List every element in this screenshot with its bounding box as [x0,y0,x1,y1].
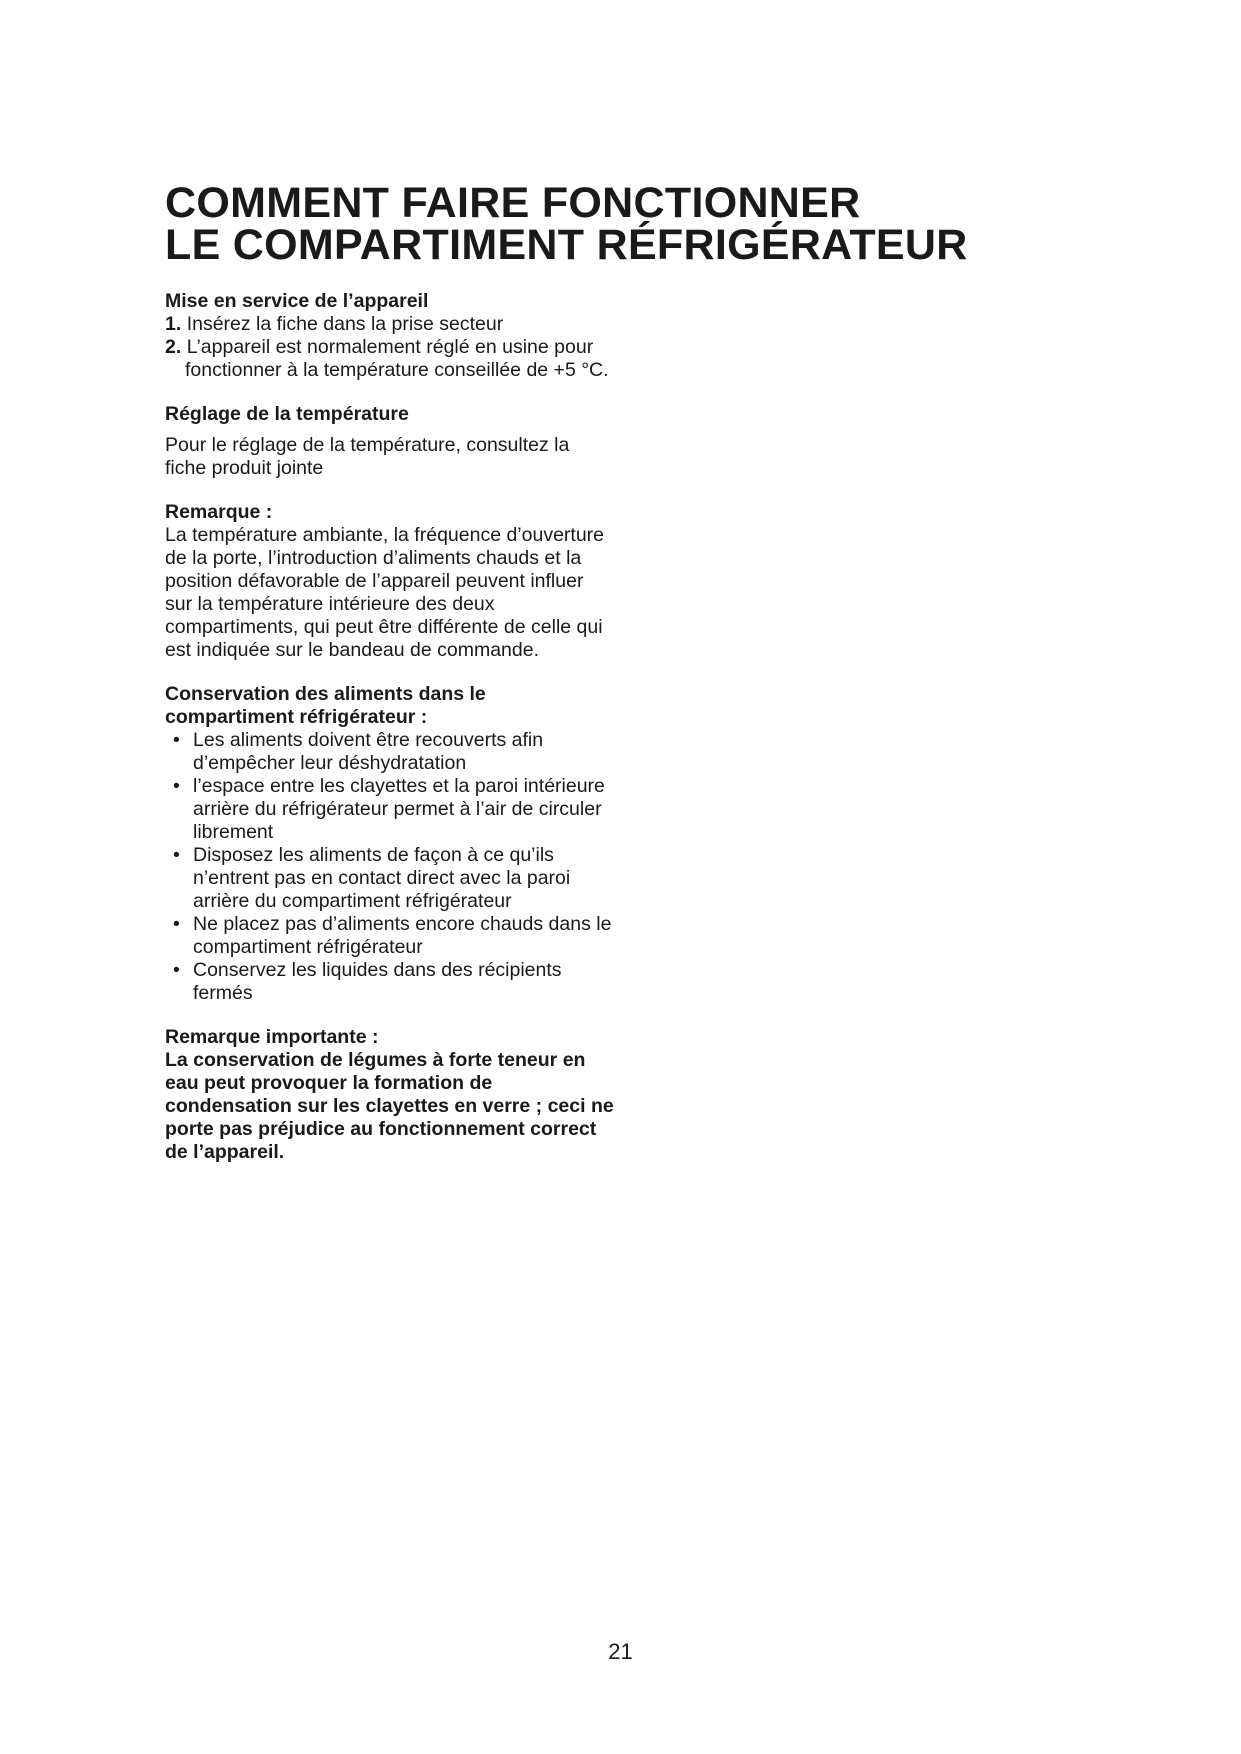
list-item [165,775,615,844]
step-text: Insérez la fiche dans la prise secteur [186,313,504,335]
bullet-icon: • [173,959,180,981]
bullet-icon: • [173,913,180,935]
list-item [165,844,615,913]
section-heading: Remarque importante : [165,1026,379,1048]
page-title-line-1: COMMENT FAIRE FONCTIONNER [165,179,861,227]
page-title-line-2: LE COMPARTIMENT RÉFRIGÉRATEUR [165,221,968,269]
main-content [165,290,615,1185]
step-item [165,336,615,382]
section-heading: Mise en service de l’appareil [165,290,429,312]
list-item [165,913,615,959]
list-item-text: Les aliments doivent être recouverts afin d’empêcher leur déshydratation [193,729,544,774]
list-item-text: l’espace entre les clayettes et la paroi intérieure arrière du réfrigérateur permet à l’air de circuler librement [193,775,605,843]
section-mise-en-service [165,290,615,382]
section-text: La température ambiante, la fréquence d’ouverture de la porte, l’introduction d’aliments chauds et la position défavorable de l’appareil peuvent influer sur la température intérieure des deux compartiments, qui peut être différente de celle qui est indiquée sur le bandeau de commande. [165,524,605,661]
step-number: 2. [165,336,182,358]
steps-list [165,313,615,382]
page-number: 21 [608,1639,633,1664]
list-item-text: Conservez les liquides dans des récipients fermés [193,959,562,1004]
list-item [165,959,615,1005]
bullet-list [165,729,615,1005]
list-item-text: Disposez les aliments de façon à ce qu’ils n’entrent pas en contact direct avec la paroi arrière du compartiment réfrigérateur [193,844,571,912]
section-text: Pour le réglage de la température, consultez la fiche produit jointe [165,434,570,479]
list-item [165,729,615,775]
section-remarque [165,501,615,662]
section-text-important: La conservation de légumes à forte teneur en eau peut provoquer la formation de condensation sur les clayettes en verre ; ceci ne porte pas préjudice au fonctionnement correct de l’appareil. [165,1049,614,1163]
section-remarque-importante [165,1026,615,1164]
bullet-icon: • [173,729,180,751]
bullet-icon: • [173,844,180,866]
section-reglage [165,403,615,480]
section-heading: Conservation des aliments dans le compartiment réfrigérateur : [165,683,486,728]
section-heading: Remarque : [165,501,273,523]
page-title [165,179,968,269]
step-item [165,313,615,336]
section-heading: Réglage de la température [165,403,409,425]
section-conservation [165,683,615,1005]
bullet-icon: • [173,775,180,797]
step-number: 1. [165,313,182,335]
list-item-text: Ne placez pas d’aliments encore chauds dans le compartiment réfrigérateur [193,913,612,958]
step-text: L’appareil est normalement réglé en usine pour fonctionner à la température conseillée de +5 °C. [185,336,609,381]
